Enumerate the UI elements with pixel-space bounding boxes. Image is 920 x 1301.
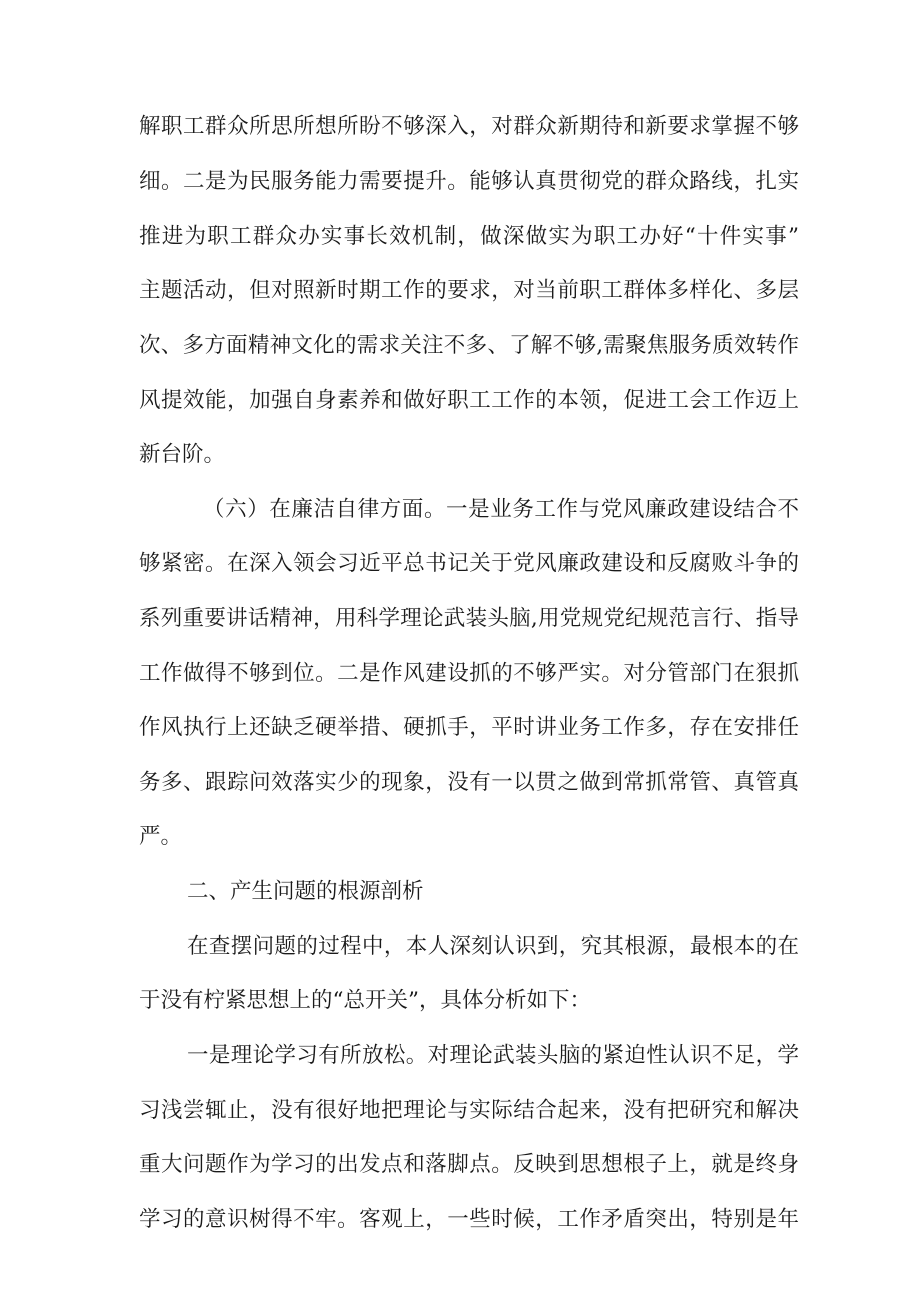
text-line: 系列重要讲话精神，用科学理论武装头脑,用党规党纪规范言行、指导 — [139, 606, 799, 631]
text-line: 作风执行上还缺乏硬举措、硬抓手，平时讲业务工作多，存在安排任 — [139, 715, 799, 740]
text-line: 重大问题作为学习的出发点和落脚点。反映到思想根子上，就是终身 — [139, 1152, 799, 1177]
text-line: 务多、跟踪问效落实少的现象，没有一以贯之做到常抓常管、真管真 — [139, 770, 799, 795]
text-line: 解职工群众所思所想所盼不够深入，对群众新期待和新要求掌握不够 — [139, 114, 799, 139]
text-line: 风提效能，加强自身素养和做好职工工作的本领，促进工会工作迈上 — [139, 388, 799, 413]
text-line: （六）在廉洁自律方面。一是业务工作与党风廉政建设结合不 — [203, 497, 799, 522]
text-line: 主题活动，但对照新时期工作的要求，对当前职工群体多样化、多层 — [139, 278, 799, 303]
text-line: 推进为职工群众办实事长效机制，做深做实为职工办好“十件实事” — [139, 224, 799, 249]
text-line: 于没有柠紧思想上的“总开关”，具体分析如下： — [139, 988, 591, 1013]
text-line: 严。 — [139, 824, 183, 849]
text-line: 一是理论学习有所放松。对理论武装头脑的紧迫性认识不足，学 — [187, 1043, 799, 1068]
text-line: 新台阶。 — [139, 442, 226, 467]
section-heading: 二、产生问题的根源剖析 — [187, 879, 424, 904]
text-line: 工作做得不够到位。二是作风建设抓的不够严实。对分管部门在狠抓 — [139, 661, 799, 686]
text-line: 够紧密。在深入领会习近平总书记关于党风廉政建设和反腐败斗争的 — [139, 551, 799, 576]
text-line: 学习的意识树得不牢。客观上，一些时候，工作矛盾突出，特别是年 — [139, 1207, 799, 1232]
text-line: 次、多方面精神文化的需求关注不多、了解不够,需聚焦服务质效转作 — [139, 333, 799, 358]
text-line: 在查摆问题的过程中，本人深刻认识到，究其根源，最根本的在 — [187, 934, 799, 959]
text-line: 习浅尝辄止，没有很好地把理论与实际结合起来，没有把研究和解决 — [139, 1098, 799, 1123]
text-line: 细。二是为民服务能力需要提升。能够认真贯彻党的群众路线，扎实 — [139, 169, 799, 194]
